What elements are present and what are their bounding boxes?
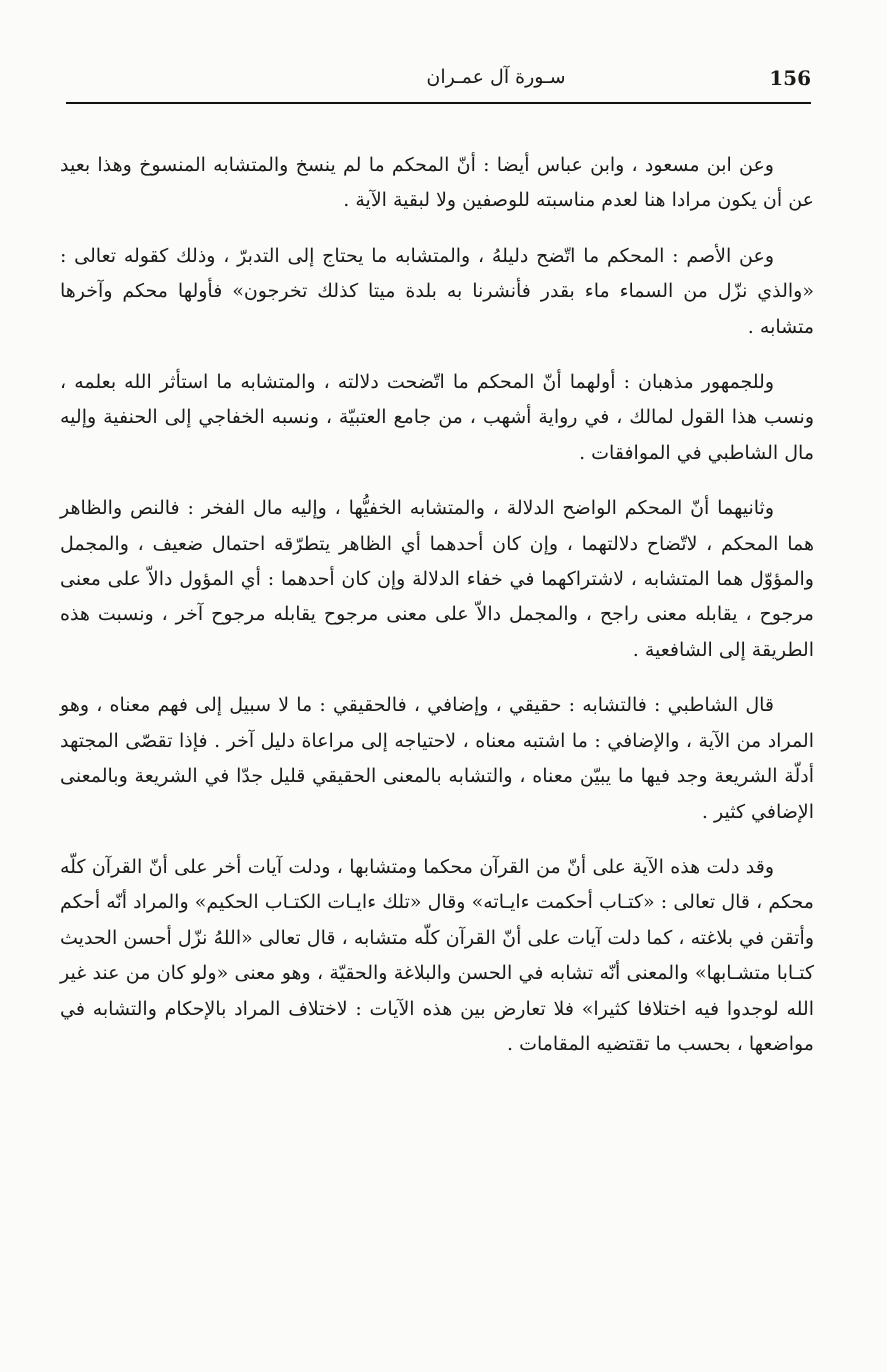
page-body xyxy=(60,148,814,1082)
page-header xyxy=(66,62,811,104)
paragraph-second-view: وثانيهما أنّ المحكم الواضح الدلالة ، والمتشابه الخفيُّها ، وإليه مال الفخر : فالنص والظاهر هما المحكم ، لاتّضاح دلالتهما ، وإن كان أحدهما أي الظاهر يتطرّقه احتمال ضعيف ، والمجمل والمؤوّل هما المتشابه ، لاشتراكهما في خفاء الدلالة وإن كان أحدهما : أي المؤول دالاّ على معنى مرجوح ، يقابله معنى راجح ، والمجمل دالاّ على معنى مرجوح يقابله مرجوح آخر ، ونسبت هذه الطريقة إلى الشافعية . xyxy=(60,497,814,661)
paragraph-verse-evidence: وقد دلت هذه الآية على أنّ من القرآن محكما ومتشابها ، ودلت آيات أخر على أنّ القرآن كلّه محكم ، قال تعالى : «كتـاب أحكمت ءايـاته» وقال «تلك ءايـات الكتـاب الحكيم» والمراد أنّه أحكم وأتقن في بلاغته ، كما دلت آيات على أنّ القرآن كلّه متشابه ، قال تعالى «اللهُ نزّل أحسن الحديث كتـابا متشـابها» والمعنى أنّه تشابه في الحسن والبلاغة والحقيّة ، وهو معنى «ولو كان من عند غير الله لوجدوا فيه اختلافا كثيرا» فلا تعارض بين هذه الآيات : لاختلاف المراد بالإحكام والتشابه في مواضعها ، بحسب ما تقتضيه المقامات . xyxy=(60,855,814,1055)
paragraph-jumhur: وللجمهور مذهبان : أولهما أنّ المحكم ما اتّضحت دلالته ، والمتشابه ما استأثر الله بعلمه ، ونسب هذا القول لمالك ، في رواية أشهب ، من جامع العتبيّة ، ونسبه الخفاجي إلى الحنفية وإليه مال الشاطبي في الموافقات . xyxy=(60,371,814,464)
paragraph-al-asamm: وعن الأصم : المحكم ما اتّضح دليلهُ ، والمتشابه ما يحتاج إلى التدبرّ ، وذلك كقوله تعالى : «والذي نزّل من السماء ماء بقدر فأنشرنا به بلدة ميتا كذلك تخرجون» فأولها محكم وآخرها متشابه . xyxy=(60,244,814,338)
paragraph-shatibi: قال الشاطبي : فالتشابه : حقيقي ، وإضافي ، فالحقيقي : ما لا سبيل إلى فهم معناه ، وهو المراد من الآية ، والإضافي : ما اشتبه معناه ، لاحتياجه إلى مراعاة دليل آخر . فإذا تقصّى المجتهد أدلّة الشريعة وجد فيها ما يبيّن معناه ، والتشابه بالمعنى الحقيقي قليل جدّا في الشريعة وبالمعنى الإضافي كثير . xyxy=(60,694,814,823)
page-number: 156 xyxy=(769,66,811,90)
paragraph-ibn-masud: وعن ابن مسعود ، وابن عباس أيضا : أنّ المحكم ما لم ينسخ والمتشابه المنسوخ وهذا بعيد عن أن يكون مرادا هنا لعدم مناسبته للوصفين ولا لبقية الآية . xyxy=(60,154,814,212)
running-title: سـورة آل عمـران xyxy=(426,66,566,88)
